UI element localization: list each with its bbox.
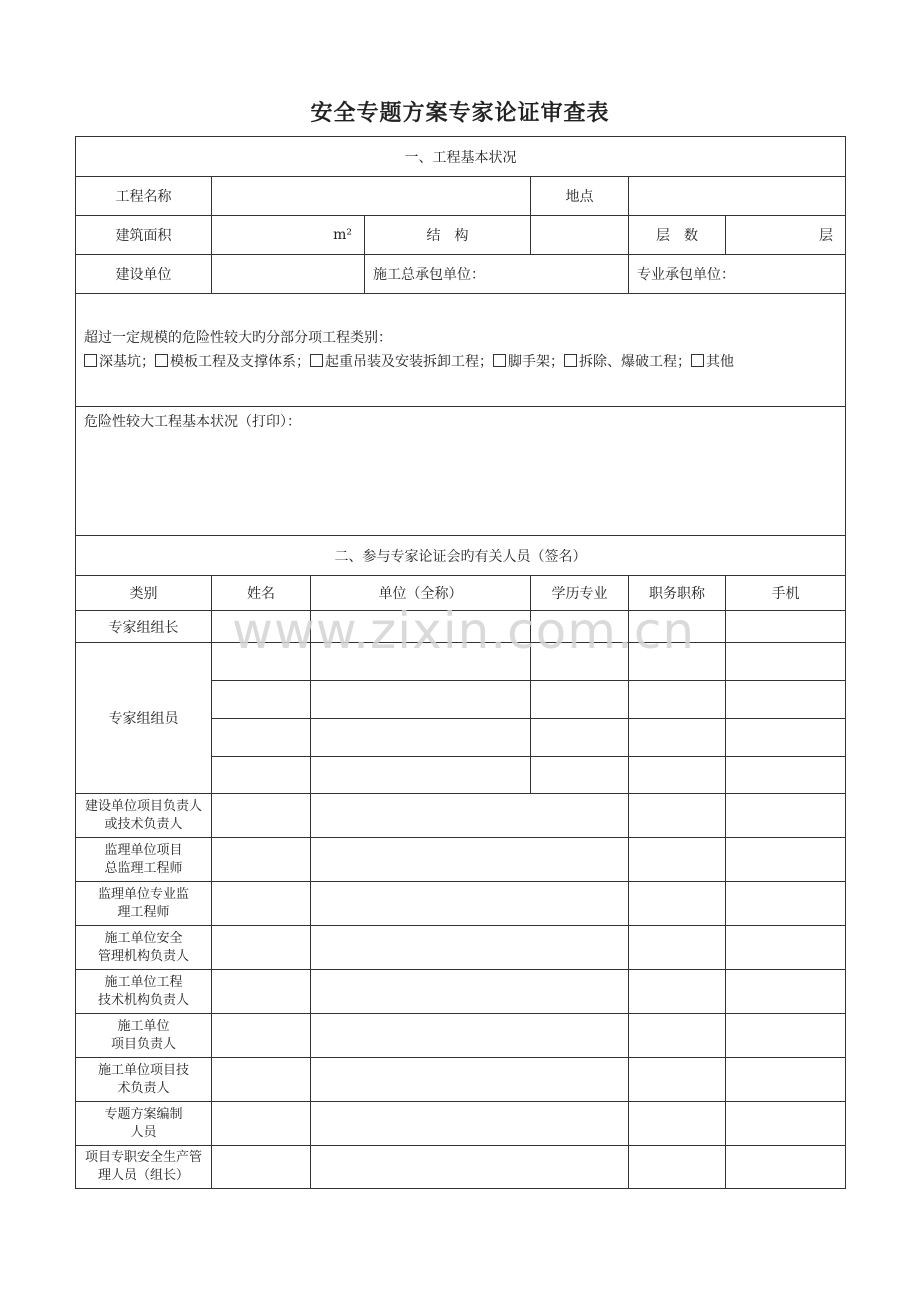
title-cell[interactable] [629,1102,726,1146]
area-label: 建筑面积 [76,216,212,255]
checkbox-icon[interactable] [84,354,97,367]
document-title: 安全专题方案专家论证审查表 [310,100,610,126]
phone-cell[interactable] [726,1014,846,1058]
category-option[interactable] [691,354,734,370]
education-cell[interactable] [531,681,629,719]
member-label: 专家组组员 [76,643,212,794]
phone-cell[interactable] [726,643,846,681]
name-cell[interactable] [212,681,311,719]
role-label: 项目专职安全生产管 理人员（组长） [76,1146,212,1189]
title-cell[interactable] [629,882,726,926]
floors-field[interactable] [726,216,846,255]
location-label: 地点 [531,177,629,216]
name-cell[interactable] [212,794,311,838]
name-cell[interactable] [212,757,311,794]
phone-cell[interactable] [726,681,846,719]
phone-cell[interactable] [726,719,846,757]
unit-cell[interactable] [311,926,629,970]
checkbox-icon[interactable] [493,354,506,367]
checkbox-icon[interactable] [310,354,323,367]
name-cell[interactable] [212,611,311,643]
special-contractor-field[interactable] [629,255,846,294]
project-name-field[interactable] [212,177,531,216]
role-label: 施工单位 项目负责人 [76,1014,212,1058]
col-header-title: 职务职称 [629,576,726,611]
review-table [75,136,846,1189]
special-contractor-label: 专业承包单位： [637,267,735,283]
name-cell[interactable] [212,1146,311,1189]
category-option[interactable] [84,354,155,370]
name-cell[interactable] [212,1058,311,1102]
situation-label: 危险性较大工程基本状况（打印）： [84,414,301,430]
category-option-label: 深基坑； [99,354,155,370]
category-option[interactable] [155,354,310,370]
unit-cell[interactable] [311,882,629,926]
phone-cell[interactable] [726,1102,846,1146]
category-option[interactable] [564,354,691,370]
unit-cell[interactable] [311,838,629,882]
title-cell[interactable] [629,926,726,970]
phone-cell[interactable] [726,1058,846,1102]
col-header-unit: 单位（全称） [311,576,531,611]
role-label: 施工单位项目技 术负责人 [76,1058,212,1102]
education-cell[interactable] [531,719,629,757]
education-cell[interactable] [531,643,629,681]
title-cell[interactable] [629,970,726,1014]
unit-cell[interactable] [311,1146,629,1189]
title-cell[interactable] [629,719,726,757]
unit-cell[interactable] [311,970,629,1014]
col-header-phone: 手机 [726,576,846,611]
title-cell[interactable] [629,681,726,719]
name-cell[interactable] [212,719,311,757]
title-cell[interactable] [629,1014,726,1058]
structure-label: 结 构 [365,216,531,255]
location-field[interactable] [629,177,846,216]
section1-header: 一、工程基本状况 [76,137,846,177]
role-label: 专题方案编制 人员 [76,1102,212,1146]
category-option[interactable] [493,354,564,370]
title-cell[interactable] [629,643,726,681]
phone-cell[interactable] [726,838,846,882]
name-cell[interactable] [212,643,311,681]
col-header-name: 姓名 [212,576,311,611]
unit-cell[interactable] [311,1058,629,1102]
checkbox-icon[interactable] [155,354,168,367]
col-header-category: 类别 [76,576,212,611]
category-option[interactable] [310,354,493,370]
title-cell[interactable] [629,757,726,794]
phone-cell[interactable] [726,757,846,794]
phone-cell[interactable] [726,970,846,1014]
checkbox-icon[interactable] [691,354,704,367]
unit-cell[interactable] [311,611,531,643]
title-cell[interactable] [629,794,726,838]
watermark: www.zixin.com.cn [232,602,696,660]
phone-cell[interactable] [726,794,846,838]
name-cell[interactable] [212,882,311,926]
education-cell[interactable] [531,611,629,643]
phone-cell[interactable] [726,882,846,926]
education-cell[interactable] [531,757,629,794]
title-cell[interactable] [629,1058,726,1102]
phone-cell[interactable] [726,611,846,643]
area-unit: m² [333,227,352,243]
unit-cell[interactable] [311,757,531,794]
unit-cell[interactable] [311,719,531,757]
name-cell[interactable] [212,970,311,1014]
area-field[interactable] [212,216,365,255]
name-cell[interactable] [212,1014,311,1058]
category-option-label: 模板工程及支撑体系； [170,354,310,370]
section2-header: 二、参与专家论证会旳有关人员（签名） [76,536,846,576]
category-option-label: 脚手架； [508,354,564,370]
role-label: 监理单位专业监 理工程师 [76,882,212,926]
build-unit-field[interactable] [212,255,365,294]
situation-cell[interactable] [76,407,846,536]
role-label: 监理单位项目 总监理工程师 [76,838,212,882]
floors-unit: 层 [819,228,833,244]
phone-cell[interactable] [726,926,846,970]
phone-cell[interactable] [726,1146,846,1189]
category-option-label: 起重吊装及安装拆卸工程； [325,354,493,370]
floors-label: 层 数 [629,216,726,255]
name-cell[interactable] [212,1102,311,1146]
category-cell [76,294,846,407]
category-title: 超过一定规模的危险性较大旳分部分项工程类别： [84,330,392,346]
category-option-label: 其他 [706,354,734,370]
checkbox-icon[interactable] [564,354,577,367]
structure-field[interactable] [531,216,629,255]
name-cell[interactable] [212,926,311,970]
build-unit-label: 建设单位 [76,255,212,294]
name-cell[interactable] [212,838,311,882]
leader-label: 专家组组长 [76,611,212,643]
unit-cell[interactable] [311,794,629,838]
unit-cell[interactable] [311,1014,629,1058]
unit-cell[interactable] [311,1102,629,1146]
project-name-label: 工程名称 [76,177,212,216]
title-cell[interactable] [629,838,726,882]
general-contractor-field[interactable] [365,255,629,294]
title-cell[interactable] [629,611,726,643]
role-label: 建设单位项目负责人 或技术负责人 [76,794,212,838]
category-option-label: 拆除、爆破工程； [579,354,691,370]
title-cell[interactable] [629,1146,726,1189]
general-contractor-label: 施工总承包单位： [373,267,485,283]
role-label: 施工单位工程 技术机构负责人 [76,970,212,1014]
unit-cell[interactable] [311,643,531,681]
category-options [84,350,839,374]
role-label: 施工单位安全 管理机构负责人 [76,926,212,970]
col-header-education: 学历专业 [531,576,629,611]
unit-cell[interactable] [311,681,531,719]
